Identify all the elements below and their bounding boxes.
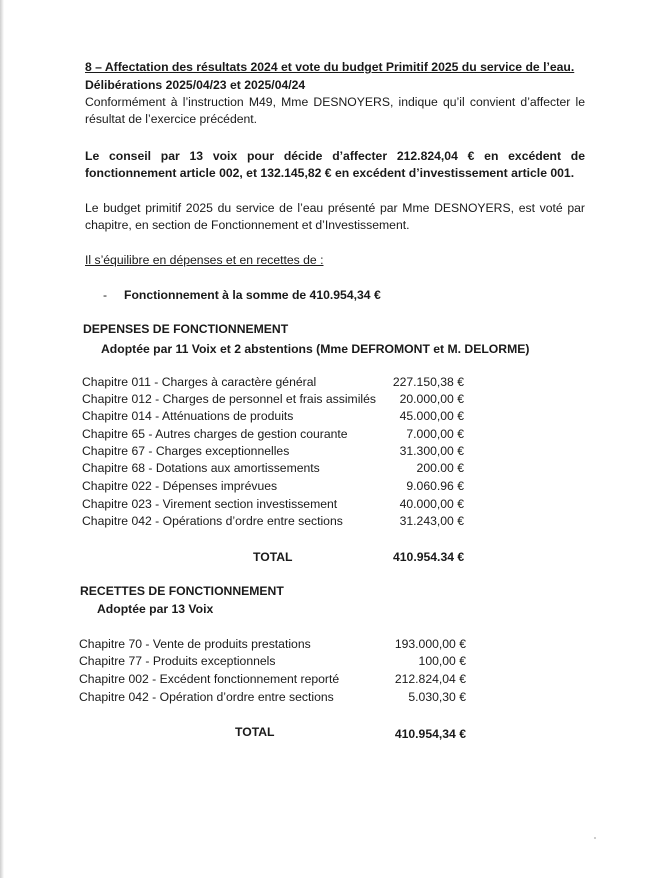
depenses-adoption: Adoptée par 11 Voix et 2 abstentions (Mme DEFROMONT et M. DELORME) <box>101 342 530 356</box>
budget-vote-paragraph: Le budget primitif 2025 du service de l’eau présenté par Mme DESNOYERS, est voté par chapitre, en section de Fonctionnement et d’Investissement. <box>85 201 585 232</box>
intro-paragraph: Conformément à l’instruction M49, Mme DESNOYERS, indique qu’il convient d’affecter le résultat de l’exercice précédent. <box>85 95 585 126</box>
row-label: Chapitre 67 - Charges exceptionnelles <box>82 444 290 458</box>
row-amount: 193.000,00 € <box>394 637 466 651</box>
row-label: Chapitre 014 - Atténuations de produits <box>82 409 294 423</box>
row-amount: 5.030,30 € <box>408 690 466 704</box>
row-label: Chapitre 002 - Excédent fonctionnement reporté <box>79 672 340 686</box>
depenses-row <box>82 426 464 443</box>
bullet-fonctionnement: Fonctionnement à la somme de 410.954,34 € <box>124 288 381 302</box>
row-amount: 9.060.96 € <box>406 479 464 493</box>
row-label: Chapitre 023 - Virement section investissement <box>82 497 338 511</box>
row-label: Chapitre 042 - Opération d’ordre entre sections <box>79 690 334 704</box>
row-amount: 100,00 € <box>418 654 466 668</box>
row-label: Chapitre 011 - Charges à caractère général <box>82 375 317 389</box>
depenses-title: DEPENSES DE FONCTIONNEMENT <box>83 322 289 336</box>
recettes-row <box>79 636 466 653</box>
row-label: Chapitre 70 - Vente de produits prestations <box>79 637 311 651</box>
recettes-row <box>79 671 466 688</box>
depenses-row <box>82 496 464 513</box>
row-amount: 20.000,00 € <box>399 392 464 406</box>
row-label: Chapitre 042 - Opérations d’ordre entre sections <box>82 514 343 528</box>
depenses-row <box>82 478 464 495</box>
row-amount: 31.300,00 € <box>399 444 464 458</box>
equilibre-heading: Il s’équilibre en dépenses et en recettes de : <box>85 253 324 267</box>
depenses-row <box>82 391 464 408</box>
section-title: 8 – Affectation des résultats 2024 et vote du budget Primitif 2025 du service de l’eau. <box>85 60 575 74</box>
row-amount: 212.824,04 € <box>394 672 466 686</box>
bullet-marker: - <box>103 288 108 302</box>
row-label: Chapitre 65 - Autres charges de gestion courante <box>82 427 348 441</box>
row-amount: 45.000,00 € <box>399 409 464 423</box>
recettes-row <box>79 689 466 706</box>
depenses-row <box>82 374 464 391</box>
deliberations-line: Délibérations 2025/04/23 et 2025/04/24 <box>85 78 306 92</box>
depenses-total-label: TOTAL <box>253 550 293 564</box>
row-amount: 7.000,00 € <box>406 427 464 441</box>
row-amount: 227.150,38 € <box>392 375 464 389</box>
decision-paragraph: Le conseil par 13 voix pour décide d’affecter 212.824,04 € en excédent de fonctionnement article 002, et 132.145,82 € en excédent d’investissement article 001. <box>85 149 585 180</box>
row-label: Chapitre 012 - Charges de personnel et frais assimilés <box>82 392 376 406</box>
depenses-row <box>82 443 464 460</box>
recettes-title: RECETTES DE FONCTIONNEMENT <box>80 584 284 598</box>
depenses-total-amount: 410.954.34 € <box>393 550 465 564</box>
depenses-row <box>82 460 464 477</box>
page-edge-shadow <box>0 0 4 878</box>
recettes-adoption: Adoptée par 13 Voix <box>97 602 214 616</box>
recettes-total-amount: 410.954,34 € <box>394 727 466 741</box>
row-label: Chapitre 77 - Produits exceptionnels <box>79 654 276 668</box>
row-amount: 40.000,00 € <box>399 497 464 511</box>
row-amount: 200.00 € <box>416 461 464 475</box>
row-label: Chapitre 68 - Dotations aux amortissements <box>82 461 320 475</box>
row-amount: 31.243,00 € <box>399 514 464 528</box>
recettes-row <box>79 653 466 670</box>
row-label: Chapitre 022 - Dépenses imprévues <box>82 479 278 493</box>
depenses-row <box>82 408 464 425</box>
scan-speck <box>594 837 596 839</box>
depenses-row <box>82 513 464 530</box>
recettes-total-label: TOTAL <box>235 725 275 739</box>
